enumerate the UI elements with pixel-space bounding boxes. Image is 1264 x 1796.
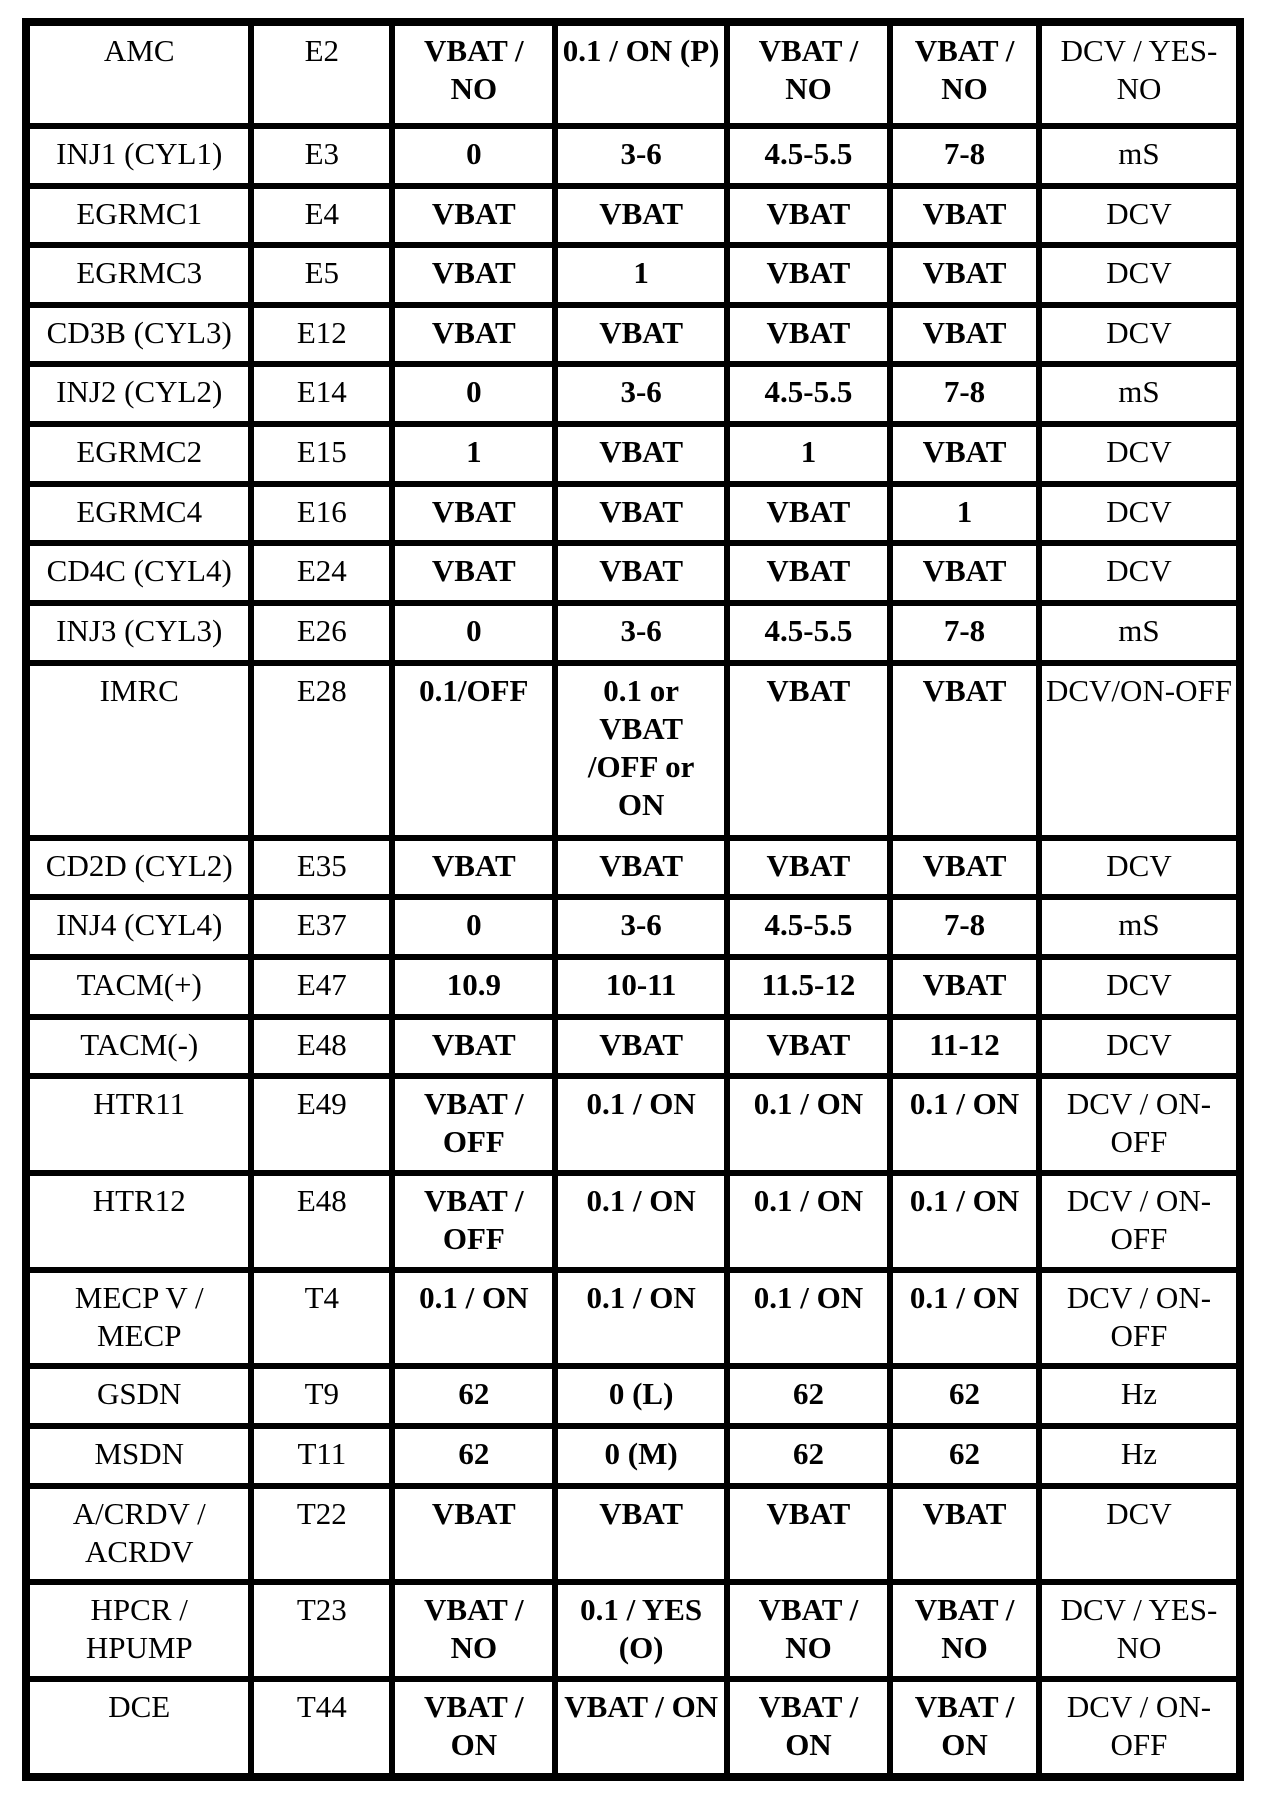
cell-col-c: 11.5-12: [730, 960, 887, 1014]
cell-unit: Hz: [1042, 1429, 1236, 1483]
cell-col-b: VBAT: [558, 308, 723, 362]
cell-pin: E15: [254, 427, 389, 481]
cell-col-d: 0.1 / ON: [893, 1079, 1036, 1170]
cell-col-c: 62: [730, 1429, 887, 1483]
cell-col-c: 4.5-5.5: [730, 900, 887, 954]
cell-col-c: VBAT: [730, 248, 887, 302]
table-row: [30, 1369, 1236, 1423]
cell-pin: E49: [254, 1079, 389, 1170]
cell-col-a: 0: [395, 900, 552, 954]
cell-col-c: VBAT: [730, 189, 887, 243]
cell-pin: E24: [254, 546, 389, 600]
cell-unit: DCV / ON-OFF: [1042, 1079, 1236, 1170]
cell-unit: Hz: [1042, 1369, 1236, 1423]
cell-pin: E14: [254, 367, 389, 421]
cell-signal: INJ1 (CYL1): [30, 129, 248, 183]
cell-col-b: VBAT: [558, 546, 723, 600]
table-row: [30, 129, 1236, 183]
cell-col-c: VBAT: [730, 308, 887, 362]
cell-col-d: VBAT: [893, 308, 1036, 362]
cell-col-c: VBAT / NO: [730, 1585, 887, 1676]
table-row: [30, 841, 1236, 895]
cell-signal: INJ3 (CYL3): [30, 606, 248, 660]
table-row: [30, 1079, 1236, 1170]
table-row: [30, 606, 1236, 660]
cell-col-b: 3-6: [558, 129, 723, 183]
cell-col-a: VBAT: [395, 487, 552, 541]
cell-pin: E35: [254, 841, 389, 895]
cell-unit: DCV: [1042, 487, 1236, 541]
cell-col-d: VBAT: [893, 841, 1036, 895]
cell-pin: E47: [254, 960, 389, 1014]
table-row: [30, 189, 1236, 243]
cell-unit: DCV: [1042, 308, 1236, 362]
cell-col-b: 0.1 / YES (O): [558, 1585, 723, 1676]
cell-col-a: VBAT: [395, 189, 552, 243]
cell-col-d: 11-12: [893, 1020, 1036, 1074]
cell-pin: E37: [254, 900, 389, 954]
cell-pin: E28: [254, 666, 389, 835]
cell-col-a: VBAT / OFF: [395, 1079, 552, 1170]
cell-pin: T44: [254, 1682, 389, 1773]
cell-col-a: 0.1 / ON: [395, 1273, 552, 1364]
cell-pin: E12: [254, 308, 389, 362]
cell-col-d: 0.1 / ON: [893, 1176, 1036, 1267]
cell-col-c: VBAT: [730, 546, 887, 600]
cell-col-b: VBAT: [558, 189, 723, 243]
cell-pin: E48: [254, 1176, 389, 1267]
cell-col-a: 62: [395, 1369, 552, 1423]
cell-signal: EGRMC3: [30, 248, 248, 302]
cell-col-b: 10-11: [558, 960, 723, 1014]
cell-col-c: 4.5-5.5: [730, 367, 887, 421]
cell-col-a: 62: [395, 1429, 552, 1483]
cell-pin: E3: [254, 129, 389, 183]
table-row: [30, 487, 1236, 541]
cell-signal: IMRC: [30, 666, 248, 835]
cell-col-d: 0.1 / ON: [893, 1273, 1036, 1364]
cell-unit: DCV: [1042, 189, 1236, 243]
cell-signal: MECP V / MECP: [30, 1273, 248, 1364]
cell-col-c: 4.5-5.5: [730, 606, 887, 660]
cell-pin: E2: [254, 26, 389, 123]
cell-col-c: VBAT: [730, 487, 887, 541]
cell-signal: INJ4 (CYL4): [30, 900, 248, 954]
cell-col-a: 0: [395, 129, 552, 183]
cell-signal: A/CRDV / ACRDV: [30, 1489, 248, 1580]
cell-col-b: VBAT / ON: [558, 1682, 723, 1773]
cell-unit: DCV / YES-NO: [1042, 26, 1236, 123]
table-row: [30, 1273, 1236, 1364]
cell-pin: T11: [254, 1429, 389, 1483]
cell-col-a: 10.9: [395, 960, 552, 1014]
table-row: [30, 546, 1236, 600]
cell-col-a: 0.1/OFF: [395, 666, 552, 835]
cell-unit: DCV: [1042, 427, 1236, 481]
cell-signal: AMC: [30, 26, 248, 123]
cell-signal: EGRMC1: [30, 189, 248, 243]
table-row: [30, 367, 1236, 421]
cell-col-a: VBAT: [395, 248, 552, 302]
table-row: [30, 900, 1236, 954]
cell-signal: HPCR / HPUMP: [30, 1585, 248, 1676]
cell-col-a: VBAT: [395, 308, 552, 362]
cell-col-d: 62: [893, 1369, 1036, 1423]
cell-signal: CD4C (CYL4): [30, 546, 248, 600]
cell-col-d: 7-8: [893, 129, 1036, 183]
cell-col-d: VBAT: [893, 1489, 1036, 1580]
cell-col-a: VBAT: [395, 1020, 552, 1074]
cell-unit: DCV: [1042, 546, 1236, 600]
cell-pin: T9: [254, 1369, 389, 1423]
cell-unit: DCV / ON-OFF: [1042, 1273, 1236, 1364]
cell-col-c: 0.1 / ON: [730, 1079, 887, 1170]
cell-col-b: 0.1 / ON: [558, 1273, 723, 1364]
table-row: [30, 1429, 1236, 1483]
table-row: [30, 1682, 1236, 1773]
cell-signal: HTR12: [30, 1176, 248, 1267]
cell-col-c: 4.5-5.5: [730, 129, 887, 183]
cell-col-d: VBAT: [893, 960, 1036, 1014]
cell-col-b: VBAT: [558, 841, 723, 895]
cell-unit: DCV: [1042, 1020, 1236, 1074]
cell-signal: DCE: [30, 1682, 248, 1773]
cell-col-d: 7-8: [893, 367, 1036, 421]
cell-signal: GSDN: [30, 1369, 248, 1423]
cell-col-a: VBAT / NO: [395, 26, 552, 123]
cell-col-b: 3-6: [558, 606, 723, 660]
cell-col-d: 1: [893, 487, 1036, 541]
cell-col-c: VBAT: [730, 1020, 887, 1074]
cell-unit: DCV: [1042, 841, 1236, 895]
cell-col-c: 0.1 / ON: [730, 1176, 887, 1267]
cell-unit: DCV / ON-OFF: [1042, 1176, 1236, 1267]
cell-pin: E26: [254, 606, 389, 660]
cell-col-d: VBAT: [893, 666, 1036, 835]
cell-col-c: VBAT / ON: [730, 1682, 887, 1773]
cell-signal: CD3B (CYL3): [30, 308, 248, 362]
cell-unit: mS: [1042, 367, 1236, 421]
cell-pin: E4: [254, 189, 389, 243]
cell-col-d: VBAT: [893, 248, 1036, 302]
document-page: [22, 18, 1244, 1781]
cell-col-b: VBAT: [558, 1020, 723, 1074]
cell-col-b: VBAT: [558, 487, 723, 541]
cell-unit: DCV: [1042, 960, 1236, 1014]
cell-col-b: VBAT: [558, 1489, 723, 1580]
pin-voltage-table: [22, 18, 1244, 1781]
cell-col-a: VBAT: [395, 546, 552, 600]
cell-col-a: 0: [395, 367, 552, 421]
cell-pin: T23: [254, 1585, 389, 1676]
cell-col-d: 7-8: [893, 606, 1036, 660]
cell-unit: DCV: [1042, 248, 1236, 302]
cell-pin: E16: [254, 487, 389, 541]
table-row: [30, 427, 1236, 481]
cell-col-a: 0: [395, 606, 552, 660]
table-row: [30, 666, 1236, 835]
cell-col-b: 3-6: [558, 367, 723, 421]
cell-unit: mS: [1042, 606, 1236, 660]
cell-col-d: VBAT / ON: [893, 1682, 1036, 1773]
cell-col-d: 7-8: [893, 900, 1036, 954]
cell-col-a: VBAT / NO: [395, 1585, 552, 1676]
cell-col-d: VBAT: [893, 427, 1036, 481]
cell-col-b: 0.1 / ON: [558, 1176, 723, 1267]
cell-col-a: VBAT: [395, 1489, 552, 1580]
cell-signal: CD2D (CYL2): [30, 841, 248, 895]
cell-signal: EGRMC2: [30, 427, 248, 481]
cell-col-c: 62: [730, 1369, 887, 1423]
cell-col-c: 1: [730, 427, 887, 481]
cell-col-a: VBAT / OFF: [395, 1176, 552, 1267]
cell-col-b: VBAT: [558, 427, 723, 481]
table-row: [30, 26, 1236, 123]
cell-pin: E48: [254, 1020, 389, 1074]
cell-col-b: 0.1 / ON (P): [558, 26, 723, 123]
cell-signal: INJ2 (CYL2): [30, 367, 248, 421]
cell-pin: T4: [254, 1273, 389, 1364]
table-row: [30, 1585, 1236, 1676]
cell-col-c: VBAT: [730, 841, 887, 895]
cell-col-b: 0 (L): [558, 1369, 723, 1423]
table-row: [30, 1176, 1236, 1267]
cell-col-d: VBAT / NO: [893, 1585, 1036, 1676]
cell-col-d: VBAT: [893, 189, 1036, 243]
cell-col-c: VBAT / NO: [730, 26, 887, 123]
cell-unit: mS: [1042, 900, 1236, 954]
cell-col-b: 0 (M): [558, 1429, 723, 1483]
cell-signal: TACM(+): [30, 960, 248, 1014]
cell-unit: DCV / ON-OFF: [1042, 1682, 1236, 1773]
table-row: [30, 1489, 1236, 1580]
cell-col-d: 62: [893, 1429, 1036, 1483]
cell-signal: EGRMC4: [30, 487, 248, 541]
cell-unit: DCV/ON-OFF: [1042, 666, 1236, 835]
cell-unit: DCV / YES-NO: [1042, 1585, 1236, 1676]
cell-pin: T22: [254, 1489, 389, 1580]
cell-col-d: VBAT: [893, 546, 1036, 600]
cell-signal: MSDN: [30, 1429, 248, 1483]
cell-col-b: 3-6: [558, 900, 723, 954]
cell-unit: DCV: [1042, 1489, 1236, 1580]
cell-col-c: 0.1 / ON: [730, 1273, 887, 1364]
cell-signal: TACM(-): [30, 1020, 248, 1074]
cell-unit: mS: [1042, 129, 1236, 183]
cell-signal: HTR11: [30, 1079, 248, 1170]
table-row: [30, 308, 1236, 362]
cell-col-c: VBAT: [730, 666, 887, 835]
cell-col-c: VBAT: [730, 1489, 887, 1580]
cell-col-b: 0.1 or VBAT /OFF or ON: [558, 666, 723, 835]
cell-col-b: 1: [558, 248, 723, 302]
cell-pin: E5: [254, 248, 389, 302]
table-row: [30, 248, 1236, 302]
cell-col-a: VBAT: [395, 841, 552, 895]
cell-col-d: VBAT / NO: [893, 26, 1036, 123]
cell-col-b: 0.1 / ON: [558, 1079, 723, 1170]
table-row: [30, 960, 1236, 1014]
cell-col-a: VBAT / ON: [395, 1682, 552, 1773]
table-row: [30, 1020, 1236, 1074]
cell-col-a: 1: [395, 427, 552, 481]
